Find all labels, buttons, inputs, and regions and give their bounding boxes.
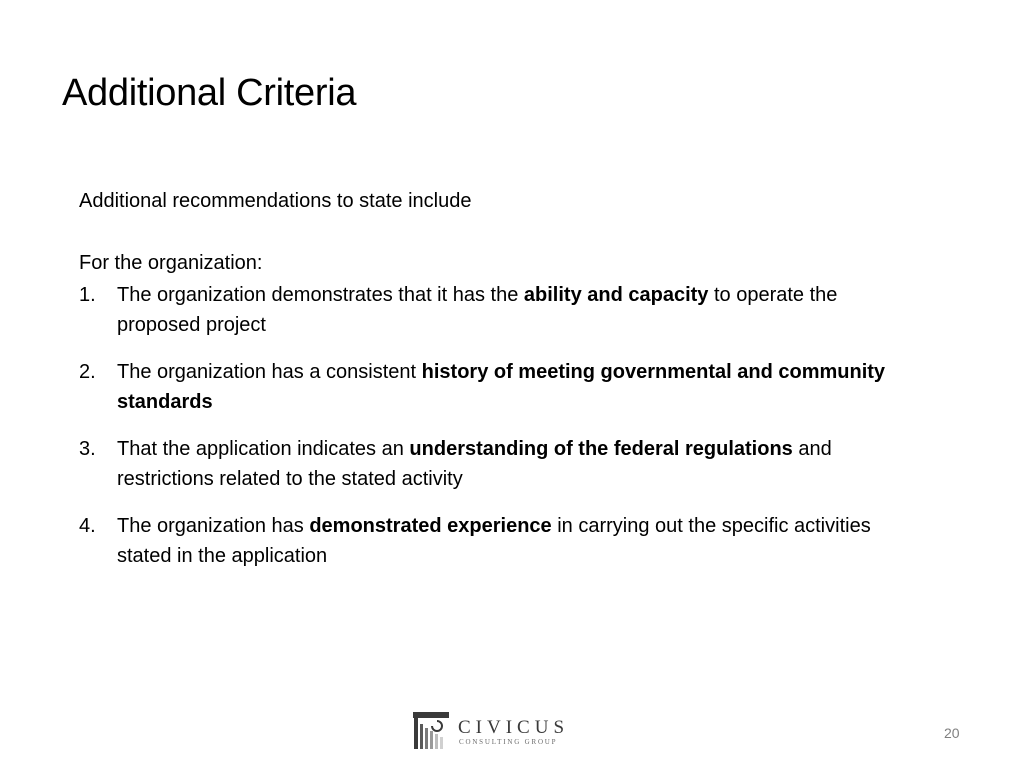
slide-title: Additional Criteria [62, 72, 357, 114]
criteria-item [79, 434, 919, 494]
slide-body [79, 186, 919, 588]
item-text-bold: ability and capacity [523, 284, 709, 306]
item-text-bold: understanding of the federal regulations [409, 438, 793, 460]
criteria-item [79, 280, 919, 340]
item-text-post: in carrying out the specific activities stated in the application [117, 515, 871, 567]
item-number: 1. [79, 284, 96, 306]
item-text-bold: history of meeting governmental and community standards [117, 361, 886, 413]
criteria-list [79, 280, 919, 571]
item-text-post: to operate the proposed project [117, 284, 838, 336]
subhead-text: For the organization: [79, 252, 263, 274]
criteria-item [79, 357, 919, 417]
item-text-post: and restrictions related to the stated activity [117, 438, 832, 490]
intro-text: Additional recommendations to state include [79, 190, 472, 212]
item-text-pre: That the application indicates an [117, 438, 410, 460]
page-number: 20 [944, 725, 960, 741]
logo-name: CIVICUS [458, 717, 570, 738]
logo-tagline: CONSULTING GROUP [459, 738, 558, 746]
item-text-pre: The organization demonstrates that it has the [117, 284, 524, 306]
item-number: 2. [79, 361, 96, 383]
item-text-pre: The organization has [117, 515, 310, 537]
item-number: 4. [79, 515, 96, 537]
item-text-pre: The organization has a consistent [117, 361, 422, 383]
company-logo [413, 712, 569, 752]
item-number: 3. [79, 438, 96, 460]
item-text-bold: demonstrated experience [309, 515, 552, 537]
civicus-column-logo-icon [413, 712, 449, 750]
criteria-item [79, 511, 919, 571]
